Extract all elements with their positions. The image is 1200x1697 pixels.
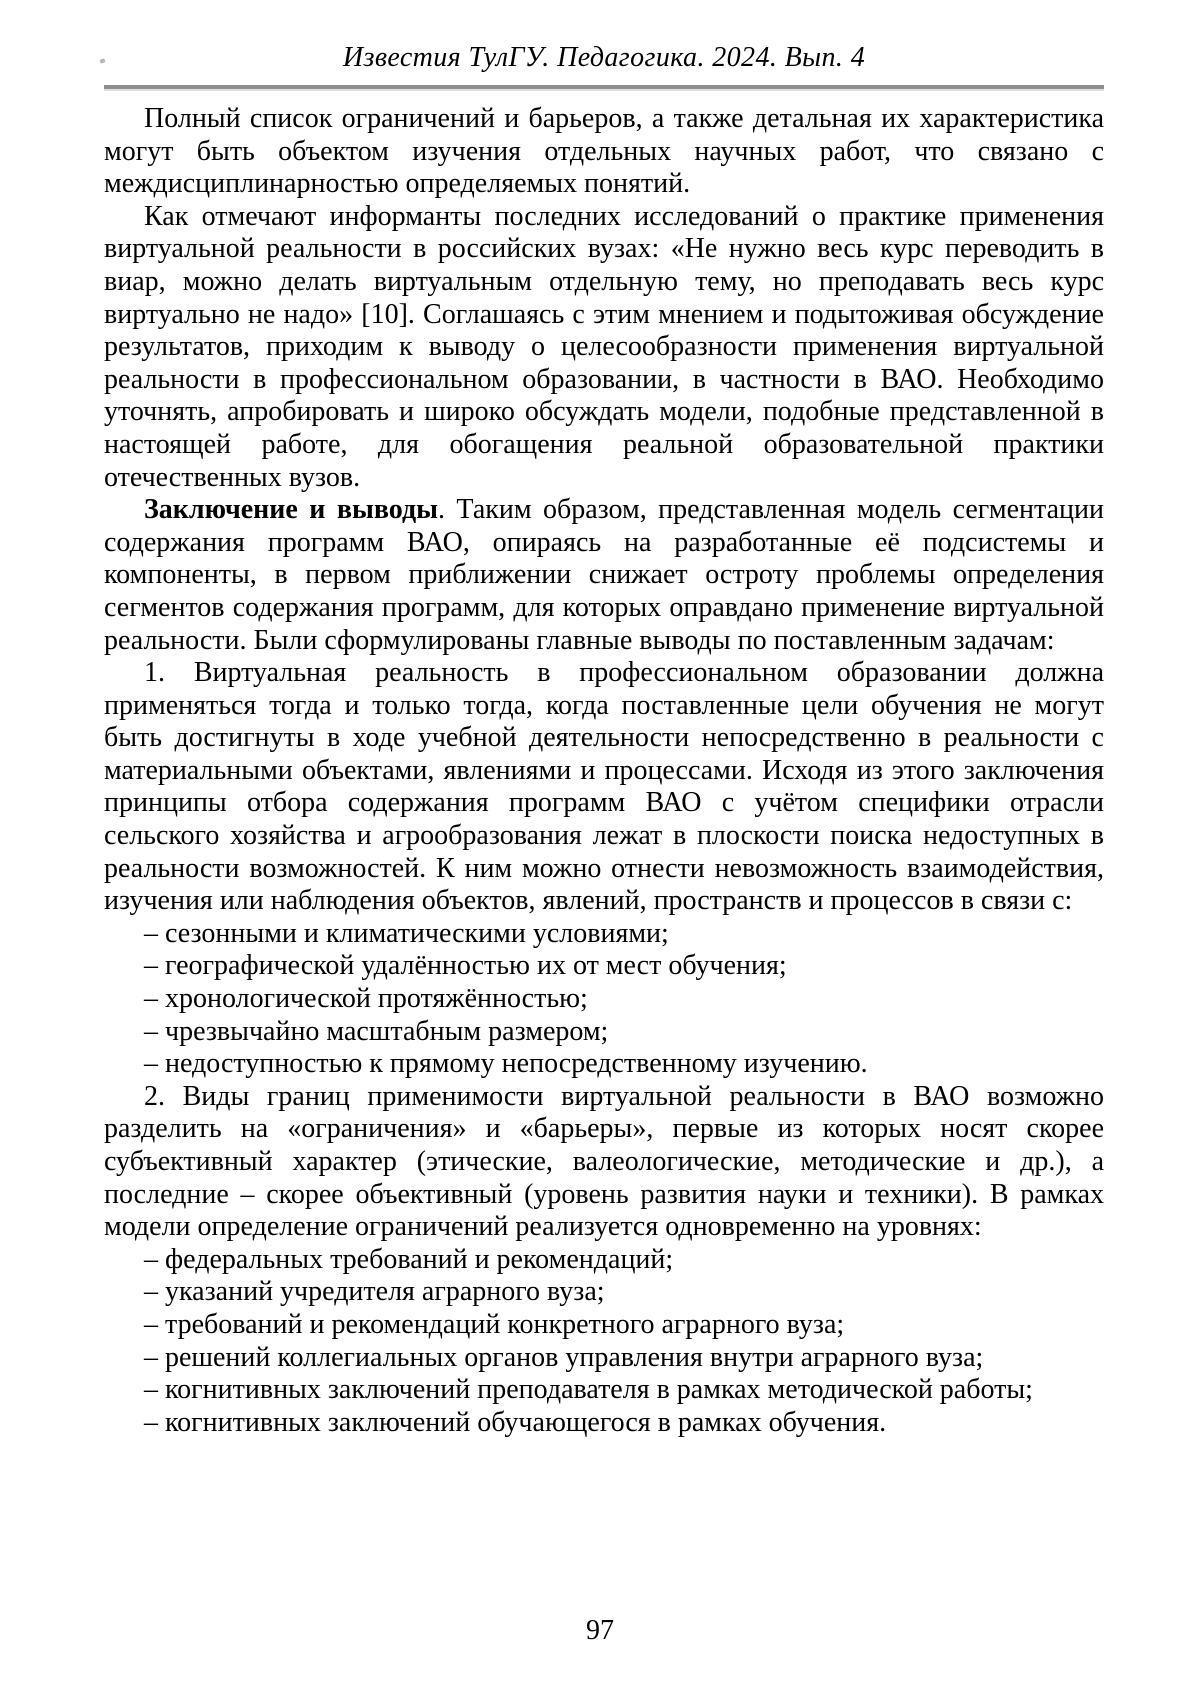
article-body <box>104 103 1104 1439</box>
paragraph-conclusion <box>104 494 1104 657</box>
list-item: – указаний учредителя аграрного вуза; <box>144 1276 605 1308</box>
conclusion-text: . Таким образом, представленная модель сегментации содержания программ ВАО, опираясь на разработанные её подсистемы и компоненты, в первом приближении снижает остроту проблемы определения сегментов содержания программ, для которых оправдано применение виртуальной реальности. Были сформулированы главные выводы по поставленным задачам: <box>104 494 1104 656</box>
list-item: – недоступностью к прямому непосредственному изучению. <box>144 1048 868 1080</box>
list-item: – когнитивных заключений обучающегося в рамках обучения. <box>144 1406 887 1438</box>
list-item: – федеральных требований и рекомендаций; <box>144 1243 674 1275</box>
list-item: – решений коллегиальных органов управления внутри аграрного вуза; <box>144 1341 984 1373</box>
page-number: 97 <box>586 1615 614 1646</box>
list-item: – требований и рекомендаций конкретного аграрного вуза; <box>144 1308 845 1340</box>
paragraph-limitations-overview: Полный список ограничений и барьеров, а также детальная их характеристика могут быть объектом изучения отдельных научных работ, что связано с междисциплинарностью определяемых понятий. <box>104 103 1104 200</box>
list-item: – географической удалённостью их от мест обучения; <box>144 950 787 982</box>
paragraph-point-1: 1. Виртуальная реальность в профессиональном образовании должна применяться тогда и только тогда, когда поставленные цели обучения не могут быть достигнуты в ходе учебной деятельности непосредственно в реальности с материальными объектами, явлениями и процессами. Исходя из этого заключения принципы отбора содержания программ ВАО с учётом специфики отрасли сельского хозяйства и агрообразования лежат в плоскости поиска недоступных в реальности возможностей. К ним можно отнести невозможность взаимодействия, изучения или наблюдения объектов, явлений, пространств и процессов в связи с: <box>104 657 1104 917</box>
page-header <box>104 42 1104 89</box>
list-item: – чрезвычайно масштабным размером; <box>144 1015 609 1047</box>
levels-list <box>104 1244 1104 1440</box>
paragraph-informants-quote: Как отмечают информанты последних исследований о практике применения виртуальной реальности в российских вузах: «Не нужно весь курс переводить в виар, можно делать виртуальным отдельную тему, но преподавать весь курс виртуально не надо» [10]. Соглашаясь с этим мнением и подытоживая обсуждение результатов, приходим к выводу о целесообразности применения виртуальной реальности в профессиональном образовании, в частности в ВАО. Необходимо уточнять, апробировать и широко обсуждать модели, подобные представленной в настоящей работе, для обогащения реальной образовательной практики отечественных вузов. <box>104 200 1104 493</box>
header-divider-rule <box>104 85 1104 89</box>
paragraph-point-2: 2. Виды границ применимости виртуальной реальности в ВАО возможно разделить на «ограничения» и «барьеры», первые из которых носят скорее субъективный характер (этические, валеологические, методические и др.), а последние – скорее объективный (уровень развития науки и техники). В рамках модели определение ограничений реализуется одновременно на уровнях: <box>104 1080 1104 1243</box>
conclusion-inline-heading: Заключение и выводы <box>144 494 438 526</box>
list-item: – хронологической протяжённостью; <box>144 983 588 1015</box>
reasons-list <box>104 918 1104 1081</box>
journal-header-title: Известия ТулГУ. Педагогика. 2024. Вып. 4 <box>342 42 866 73</box>
list-item: – сезонными и климатическими условиями; <box>144 917 669 949</box>
list-item: – когнитивных заключений преподавателя в рамках методической работы; <box>144 1374 1033 1406</box>
